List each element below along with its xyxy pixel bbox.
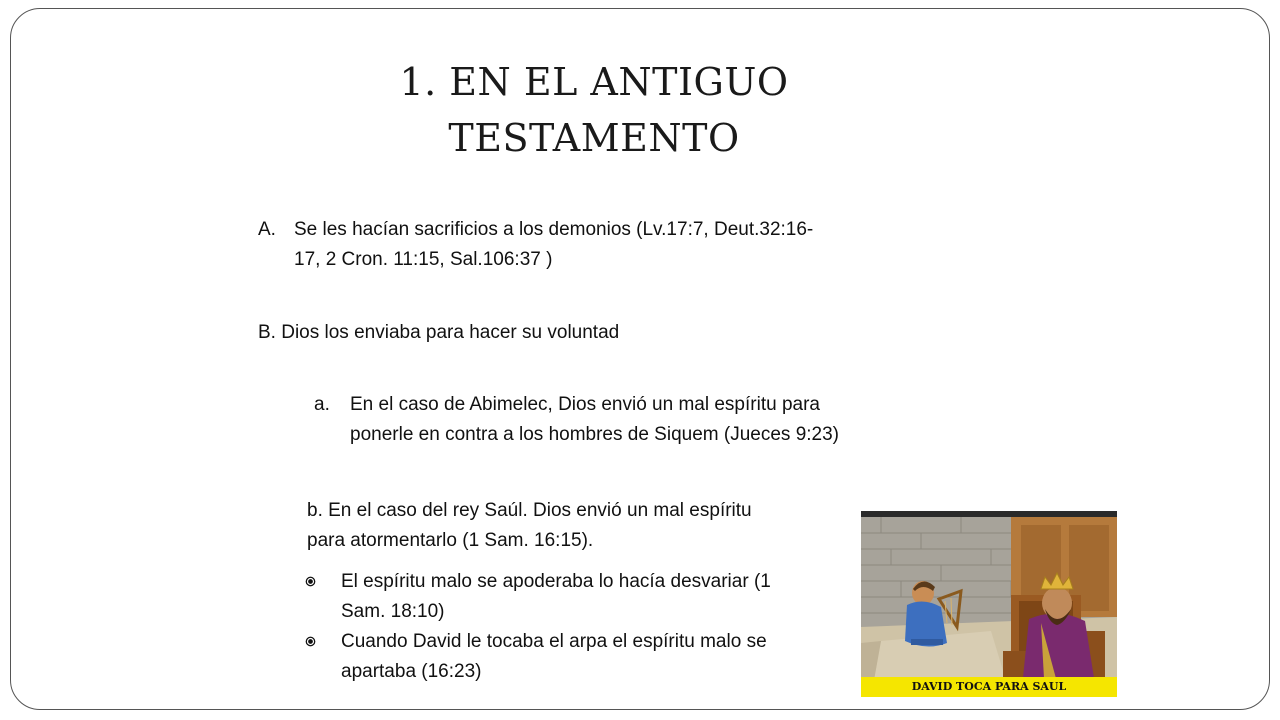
title-line-1: 1. EN EL ANTIGUO: [399, 60, 789, 104]
bullet-item: [305, 567, 845, 627]
bullet-2-line-2: apartaba (16:23): [341, 661, 482, 682]
sub-item-a-line-2: ponerle en contra a los hombres de Siquem (Jueces 9:23): [350, 424, 839, 445]
sub-item-a-line-1: En el caso de Abimelec, Dios envió un mal espíritu para: [350, 394, 820, 415]
sub-item-b-line-1: b. En el caso del rey Saúl. Dios envió un mal espíritu: [307, 500, 752, 521]
slide-title: [0, 54, 1188, 166]
illustration-scene: [861, 511, 1117, 697]
bullet-1-line-1: El espíritu malo se apoderaba lo hacía desvariar (1: [341, 571, 771, 592]
sub-item-b-line-2: para atormentarlo (1 Sam. 16:15).: [307, 530, 594, 551]
bullet-2-line-1: Cuando David le tocaba el arpa el espíritu malo se: [341, 631, 767, 652]
bullet-icon: [305, 576, 316, 587]
list-marker-a: A.: [258, 219, 276, 240]
sub-item-b: [307, 496, 847, 556]
sub-marker-a: a.: [314, 394, 330, 415]
illustration-caption: DAVID TOCA PARA SAUL: [861, 677, 1117, 697]
list-item-b: [258, 318, 898, 348]
item-a-line-1: Se les hacían sacrificios a los demonios (Lv.17:7, Deut.32:16-: [294, 219, 814, 240]
item-a-line-2: 17, 2 Cron. 11:15, Sal.106:37 ): [294, 249, 553, 270]
bullet-item: [305, 627, 845, 687]
sub-item-a: [314, 390, 914, 450]
list-item-a: [258, 215, 898, 275]
bullet-1-line-2: Sam. 18:10): [341, 601, 445, 622]
item-b-text: B. Dios los enviaba para hacer su voluntad: [258, 322, 620, 343]
title-line-2: TESTAMENTO: [448, 116, 740, 160]
david-saul-illustration: [861, 511, 1117, 697]
bullet-icon: [305, 636, 316, 647]
